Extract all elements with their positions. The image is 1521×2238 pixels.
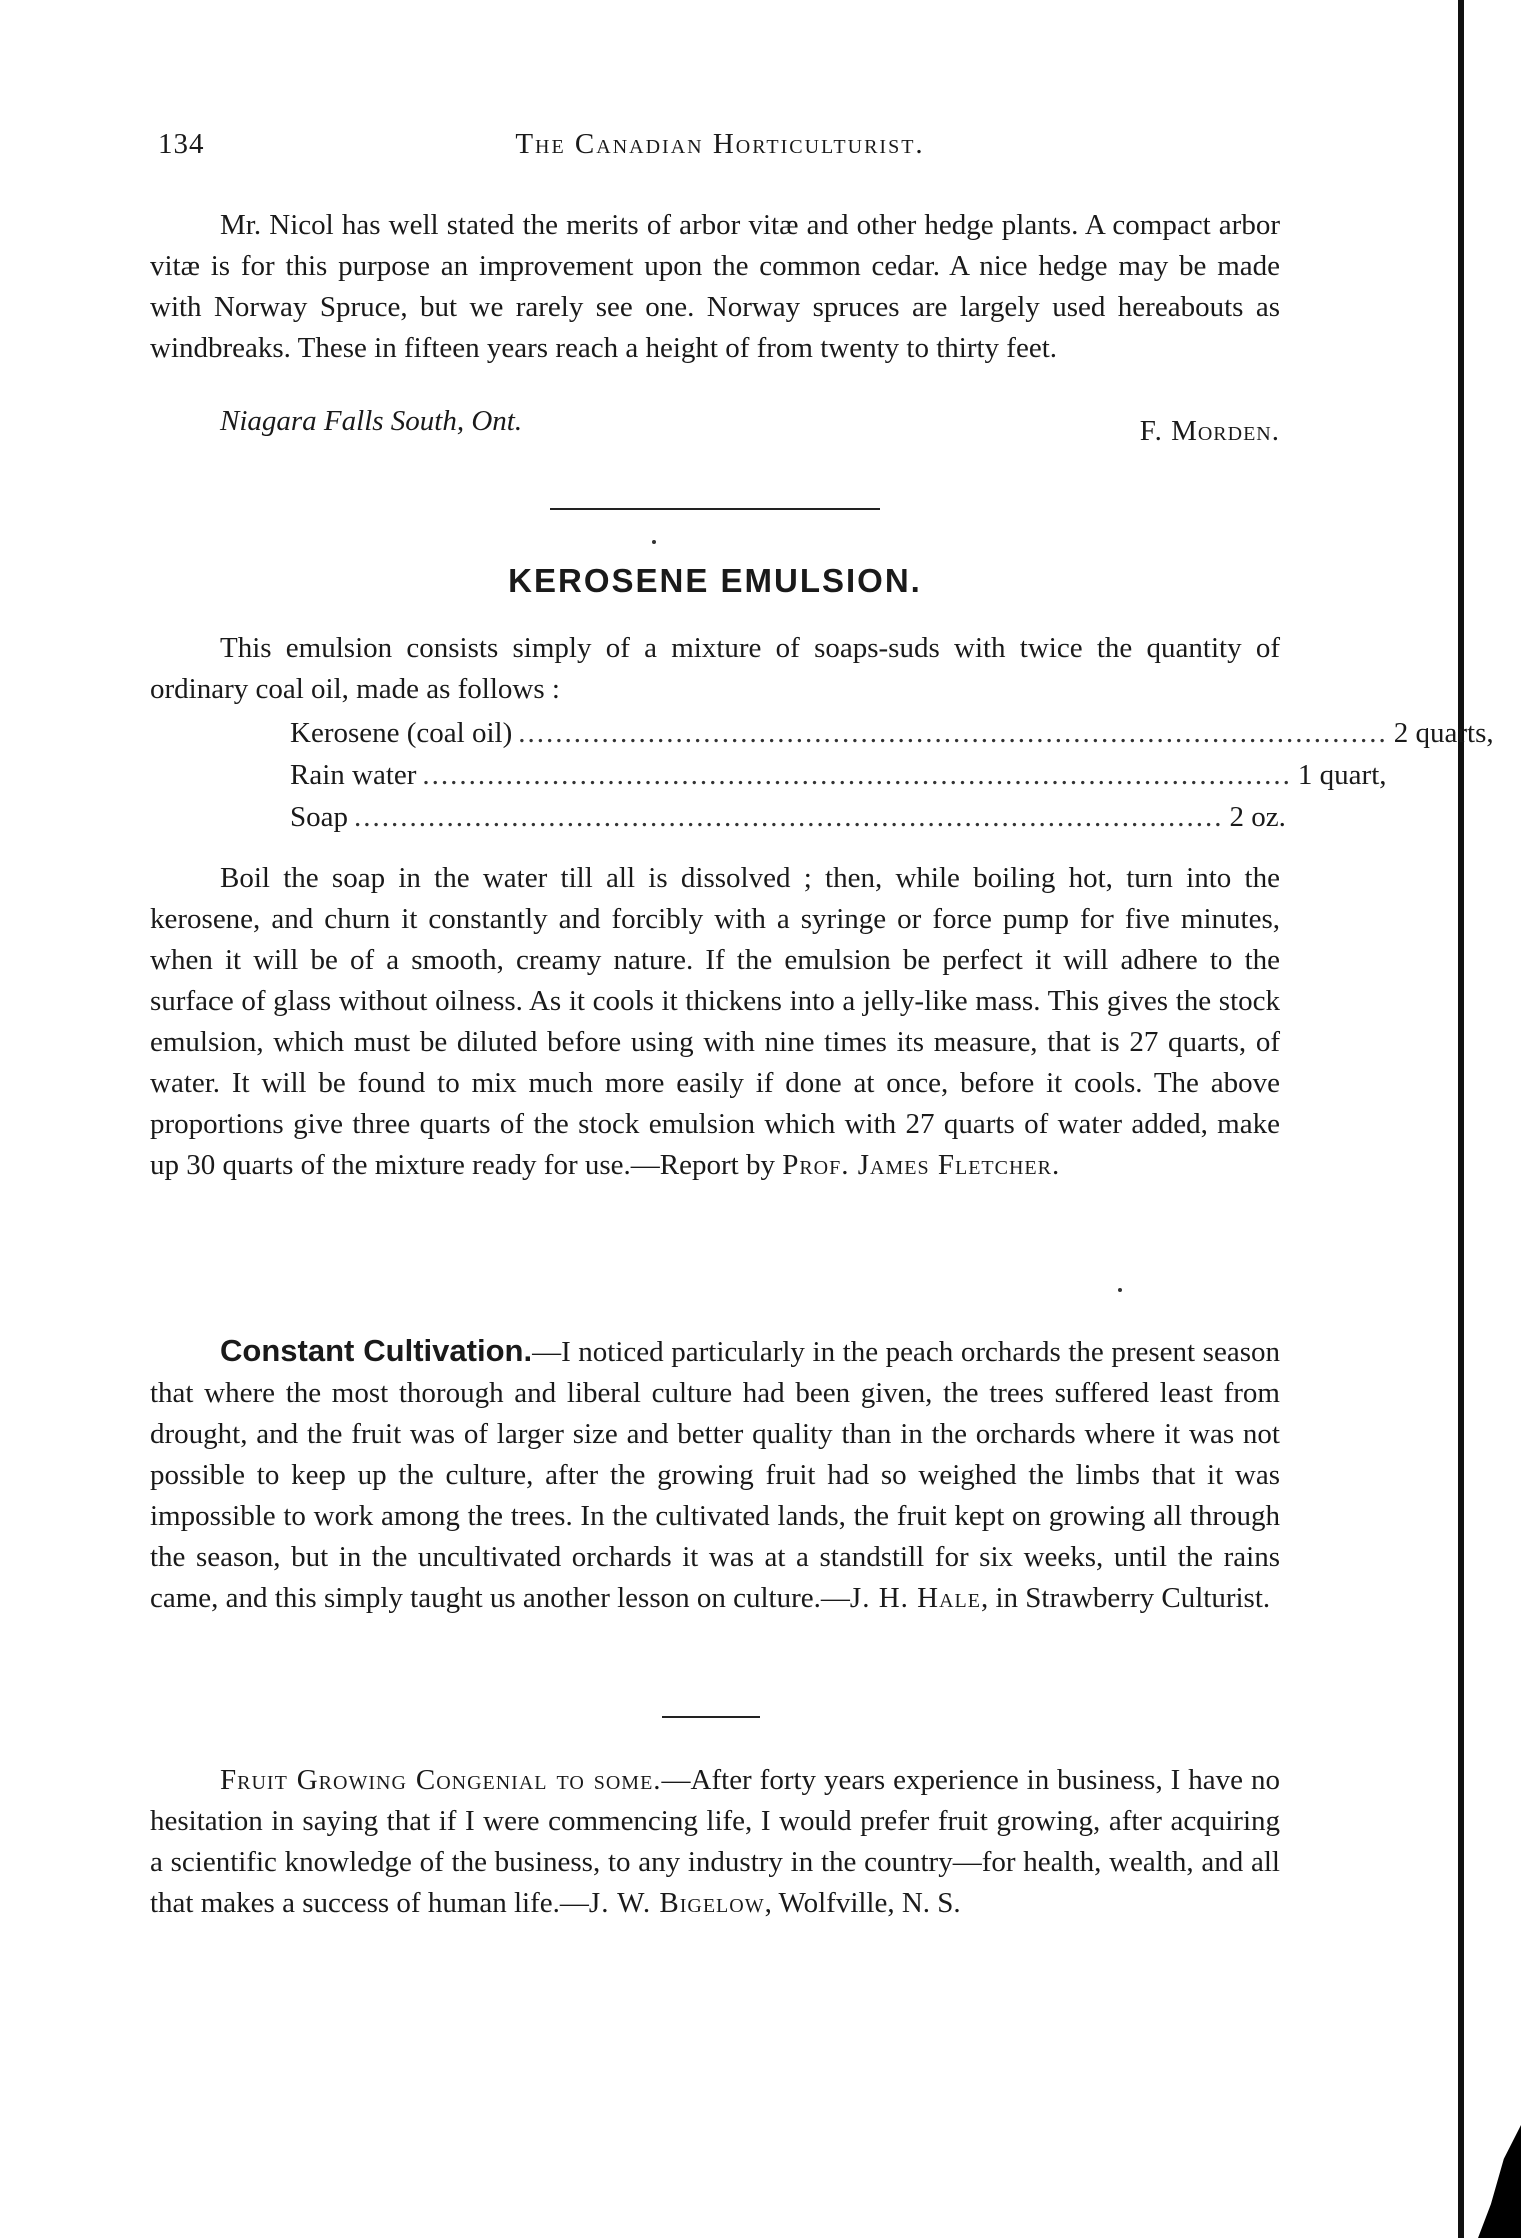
- hedge-signature: [150, 405, 1280, 445]
- recipe-row: [290, 796, 1286, 838]
- kerosene-title: KEROSENE EMULSION.: [508, 562, 922, 599]
- kerosene-body: [150, 858, 1280, 1186]
- kerosene-text: Boil the soap in the water till all is dissolved ; then, while boiling hot, turn into the kerosene, and churn it constantly and forcibly with a syringe or force pump for five minutes, when it will be of a smooth, creamy nature. If the emulsion be perfect it will adhere to the surface of glass without oilness. As it cools it thickens into a jelly-like mass. This gives the stock emulsion, which must be diluted before using with nine times its measure, that is 27 quarts, of water. It will be found to mix much more easily if done at once, before it cools. The above proportions give three quarts of the stock emulsion which with 27 quarts of water added, make up 30 quarts of the mixture ready for use.—Report by: [150, 862, 1280, 1181]
- kerosene-paragraph: [150, 858, 1280, 1186]
- cultivation-heading: Constant Cultivation.: [220, 1333, 533, 1368]
- kerosene-intro: [150, 628, 1280, 710]
- fruit-growing-text: —After forty years experience in business, I have no hesitation in saying that if I were commencing life, I would prefer fruit growing, after acquiring a scientific knowledge of the business, to any industry in the country—for health, wealth, and all that makes a success of human life.—: [150, 1764, 1280, 1919]
- kerosene-credit: Prof. James Fletcher.: [782, 1149, 1061, 1181]
- fruit-growing-author: J. W. Bigelow: [588, 1887, 765, 1919]
- fruit-growing-paragraph: [150, 1760, 1280, 1924]
- signature-place: Niagara Falls South, Ont.: [220, 405, 523, 437]
- cultivation-section: [150, 1330, 1280, 1619]
- recipe-list: [290, 712, 1494, 838]
- fruit-growing-heading: Fruit Growing Congenial to some.: [220, 1764, 662, 1796]
- recipe-qty: 2 oz.: [1229, 801, 1286, 833]
- leader-dots: ..............................................................................................: [354, 801, 1224, 833]
- fruit-growing-place: , Wolfville, N. S.: [764, 1887, 961, 1919]
- recipe-item: Kerosene (coal oil): [290, 717, 513, 749]
- leader-dots: ..............................................................................................: [518, 717, 1388, 749]
- recipe-qty: 1 quart,: [1297, 759, 1387, 791]
- page-number: 134: [158, 128, 205, 160]
- ink-speck: [1118, 1288, 1122, 1292]
- recipe-row: [290, 712, 1494, 754]
- page-header: [150, 128, 1290, 168]
- cultivation-paragraph: [150, 1330, 1280, 1619]
- recipe-item: Soap: [290, 801, 348, 833]
- section-divider: [662, 1716, 760, 1718]
- recipe-row: [290, 754, 1387, 796]
- hedge-note: [150, 205, 1280, 369]
- signature-author: F. Morden.: [1139, 415, 1280, 447]
- page-edge-shadow: [1458, 0, 1464, 2238]
- section-divider: [550, 508, 880, 510]
- cultivation-text: —I noticed particularly in the peach orchards the present season that where the most thorough and liberal culture had been given, the trees suffered least from drought, and the fruit was of larger size and better quality than in the orchards where it was not possible to keep up the culture, after the growing fruit had so weighed the limbs that it was impossible to work among the trees. In the cultivated lands, the fruit kept on growing all through the season, but in the uncultivated orchards it was at a standstill for six weeks, until the rains came, and this simply taught us another lesson on culture.—: [150, 1336, 1280, 1614]
- leader-dots: ..............................................................................................: [422, 759, 1292, 791]
- intro-paragraph: This emulsion consists simply of a mixture of soaps-suds with twice the quantity of ordinary coal oil, made as follows :: [150, 632, 1280, 705]
- running-title: The Canadian Horticulturist.: [515, 128, 925, 160]
- recipe-item: Rain water: [290, 759, 417, 791]
- hedge-paragraph: Mr. Nicol has well stated the merits of arbor vitæ and other hedge plants. A compact arbor vitæ is for this purpose an improvement upon the common cedar. A nice hedge may be made with Norway Spruce, but we rarely see one. Norway spruces are largely used hereabouts as windbreaks. These in fifteen years reach a height of from twenty to thirty feet.: [150, 209, 1280, 364]
- cultivation-source: , in Strawberry Culturist.: [980, 1582, 1271, 1614]
- scan-corner-mark: [1478, 2125, 1521, 2238]
- ink-speck: [652, 540, 656, 544]
- cultivation-author: J. H. Hale: [849, 1582, 981, 1614]
- recipe-qty: 2 quarts,: [1393, 717, 1494, 749]
- fruit-growing-section: [150, 1760, 1280, 1924]
